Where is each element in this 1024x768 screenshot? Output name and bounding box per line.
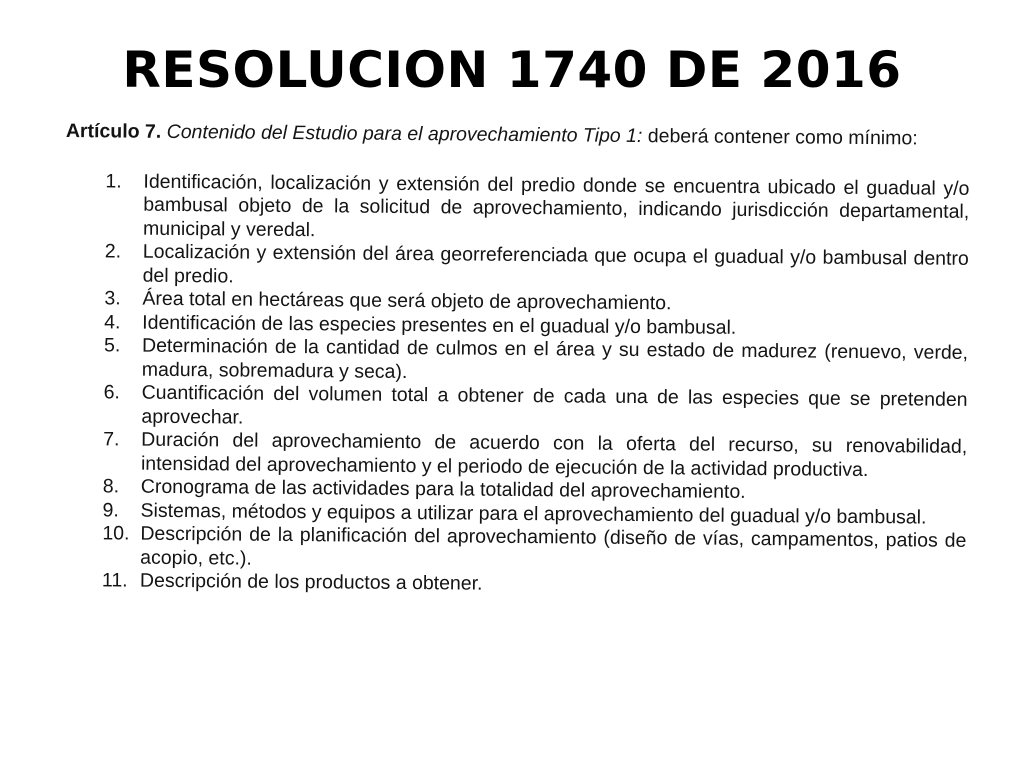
list-item-number: 4.: [104, 310, 121, 333]
list-item: [65, 169, 970, 247]
list-item-number: 2.: [104, 240, 122, 263]
article-intro-text: deberá contener como mínimo:: [647, 125, 918, 150]
list-item-text: Área total en hectáreas que será objeto de aprovechamiento.: [142, 287, 672, 315]
list-item-text: Cronograma de las actividades para la totalidad del aprovechamiento.: [140, 475, 746, 503]
list-item-number: 8.: [102, 475, 120, 498]
list-item-number: 9.: [102, 498, 119, 521]
list-item-text: Cuantificación del volumen total a obtener de cada una de las especies que se pretenden aprovechar.: [141, 381, 968, 429]
list-item-number: 11.: [101, 569, 128, 592]
list-item-text: Identificación, localización y extensión del predio donde se encuentra ubicado el guadual y/o bambusal objeto de la solicitud de aprovechamiento, indicando jurisdicción departamental, municipal y veredal.: [142, 170, 970, 241]
article-intro: [66, 120, 970, 151]
list-item-number: 1.: [105, 169, 122, 192]
list-item: [63, 381, 967, 436]
list-item-text: Identificación de las especies presentes en el guadual y/o bambusal.: [142, 311, 737, 339]
article-heading: Contenido del Estudio para el aprovechamiento Tipo 1:: [166, 120, 643, 148]
list-item: [63, 428, 967, 483]
scanned-document: [62, 120, 970, 600]
requirements-list: [62, 169, 970, 600]
list-item-text: Determinación de la cantidad de culmos en el área y su estado de madurez (renuevo, verde, madura, sobremadura y seca).: [141, 334, 969, 383]
list-item-text: Localización y extensión del área georreferenciada que ocupa el guadual y/o bambusal dentro del predio.: [142, 240, 969, 287]
list-item: [64, 334, 968, 389]
list-item-number: 3.: [104, 287, 121, 310]
list-item-text: Descripción de la planificación del aprovechamiento (diseño de vías, campamentos, patios de acopio, etc.).: [140, 522, 967, 570]
list-item: [65, 240, 969, 295]
list-item-text: Duración del aprovechamiento de acuerdo con la oferta del recurso, su renovabilidad, intensidad del aprovechamiento y el periodo de ejecución de la actividad productiva.: [140, 428, 968, 481]
list-item-number: 6.: [103, 381, 120, 404]
list-item-number: 7.: [103, 428, 120, 451]
list-item-number: 10.: [102, 522, 130, 545]
list-item-text: Sistemas, métodos y equipos a utilizar para el aprovechamiento del guadual y/o bambusal.: [140, 499, 927, 529]
list-item-text: Descripción de los productos a obtener.: [139, 569, 483, 595]
list-item: [62, 522, 966, 577]
list-item-number: 5.: [103, 334, 121, 357]
article-label: Artículo 7.: [65, 120, 162, 143]
page-title: RESOLUCION 1740 DE 2016: [122, 41, 902, 99]
